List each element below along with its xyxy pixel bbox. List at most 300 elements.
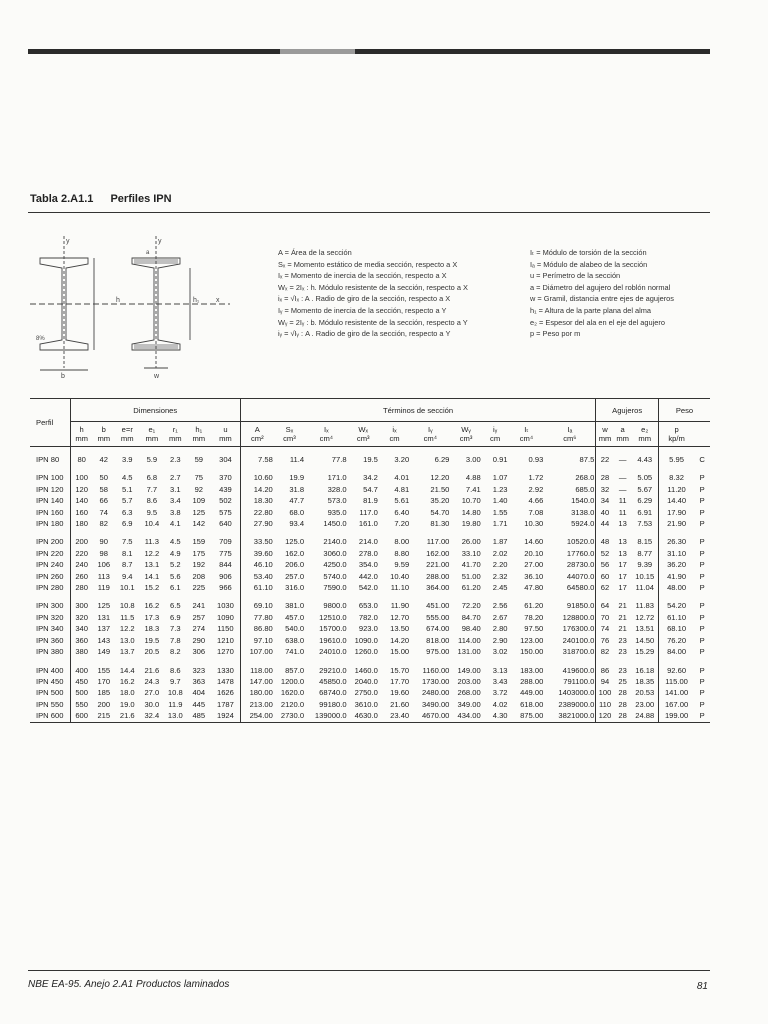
column-symbol: p [658,422,694,435]
value-cell: 78.20 [524,612,544,622]
value-cell: 3.20 [394,455,410,464]
terminos-header: Términos de sección [240,399,596,422]
perfil-cell: IPN 550 [36,699,64,709]
column-symbol: h [70,422,92,435]
column-unit: mm [70,434,92,447]
value-cell: 11.4 [289,455,305,464]
value-cell: 685.0 [575,484,595,494]
value-cell: 117.0 [359,507,378,517]
value-cell: 125 [192,507,206,517]
value-cell: 32.4 [144,711,160,721]
value-cell: 1924 [216,711,234,721]
table-row [30,548,710,559]
value-cell: 17 [618,560,627,570]
column-unit: cm³ [348,434,379,447]
value-cell: 364.00 [426,583,450,593]
value-cell: 10.40 [390,571,410,581]
perfil-cell: IPN 380 [36,647,64,657]
value-cell: 220 [70,548,92,559]
table-row [30,559,710,570]
value-cell: 14.50 [635,635,655,645]
value-cell: 1090.0 [354,635,378,645]
value-cell: 115.00 [658,676,694,687]
slope-label: 8% [36,336,45,342]
value-cell: 80 [70,454,92,465]
value-cell: 149.00 [457,665,481,675]
value-cell: 451.00 [426,601,450,611]
value-cell: 77.8 [331,455,347,464]
value-cell: 167.00 [658,699,694,710]
value-cell: 6.29 [637,496,653,506]
value-cell: 215 [97,711,111,721]
value-cell: P [699,496,705,506]
value-cell: 21.90 [658,518,694,529]
column-symbol: u [223,425,228,434]
value-cell: 12.20 [430,473,450,483]
value-cell: 15.70 [390,665,410,675]
value-cell: 268.0 [575,473,595,483]
ipn-section-hatched [132,236,190,368]
value-cell: 3490.00 [421,699,450,709]
value-cell: 7.7 [146,484,158,494]
value-cell: P [699,484,705,494]
value-cell: 86.80 [240,623,274,634]
value-cell: 8.77 [637,548,653,558]
column-symbol: Iₜ [524,425,529,434]
value-cell: 5.05 [637,473,653,483]
value-cell: 349.00 [457,699,481,709]
value-cell: 5924.0 [571,519,595,529]
column-symbol: e₂ [641,425,649,434]
value-cell: 575 [219,507,232,517]
value-cell: 485 [192,711,206,721]
value-cell: 11.90 [390,601,410,611]
value-cell: 23 [618,647,627,657]
value-cell: P [699,537,705,547]
value-cell: 1160.00 [422,665,450,675]
value-cell: 9.7 [170,676,181,686]
value-cell: 113 [97,571,110,581]
value-cell: 82 [596,646,614,657]
value-cell: 98.40 [461,624,481,634]
column-symbol: Iₓ [324,425,329,434]
value-cell: 21.60 [390,699,410,709]
value-cell: 24010.0 [319,647,347,657]
value-cell: 10.1 [119,583,135,593]
value-cell: 54.70 [430,507,450,517]
perfil-cell: IPN 100 [36,473,64,483]
value-cell: 24.88 [635,711,655,721]
value-cell: 35.20 [430,496,450,506]
value-cell: P [699,519,705,529]
value-cell: 214.0 [358,537,378,547]
value-cell: 60 [596,571,614,582]
value-cell: 340 [70,623,92,634]
perfil-cell: IPN 400 [36,665,64,675]
value-cell: 550 [70,699,92,710]
table-row [30,582,710,593]
value-cell: 110 [596,699,614,710]
value-cell: 11 [618,496,627,506]
value-cell: 304 [219,455,232,464]
column-unit: kp/m [658,434,694,447]
value-cell: 15700.0 [319,624,347,634]
perfil-cell: IPN 360 [36,635,64,645]
axis-y2-label: y [158,238,162,245]
value-cell: 640 [219,519,232,529]
value-cell: 125 [97,601,111,611]
value-cell: 61.20 [524,601,544,611]
value-cell: 8.2 [170,647,181,657]
value-cell: 1.72 [528,473,544,483]
perfil-cell: IPN 260 [36,571,64,581]
value-cell: 14.40 [658,495,694,506]
perfil-cell: IPN 300 [36,601,64,611]
column-symbol: h₁ [195,425,203,434]
axis-y-label: y [66,238,70,245]
value-cell: 445 [192,699,206,709]
value-cell: 28 [618,688,627,698]
value-cell: 1.23 [492,484,508,494]
column-unit: cm³ [274,434,305,447]
value-cell: 139000.0 [314,711,347,721]
value-cell: 91850.0 [566,601,595,611]
value-cell: 10.8 [167,688,183,698]
value-cell: 21.6 [119,711,135,721]
perfil-cell: IPN 180 [36,519,64,529]
column-symbol: e=r [121,425,133,434]
value-cell: 573.0 [327,496,347,506]
value-cell: 1330 [216,665,234,675]
value-cell: 24.3 [144,676,160,686]
perfil-cell: IPN 200 [36,537,64,547]
value-cell: 46.10 [240,559,274,570]
value-cell: 5.2 [170,560,181,570]
value-cell: 0.91 [492,455,508,464]
value-cell: 16.2 [144,601,160,611]
value-cell: 4.30 [492,711,508,721]
value-cell: 4.02 [492,699,508,709]
value-cell: 18.35 [635,676,655,686]
value-cell: 22 [596,454,614,465]
value-cell: 320 [70,612,92,623]
value-cell: 131 [97,612,111,622]
column-unit [694,434,710,447]
table-row [30,623,710,634]
value-cell: 13 [618,548,627,558]
value-cell: 257.0 [285,571,305,581]
value-cell: 33.10 [461,548,481,558]
value-cell: 17.90 [658,507,694,518]
value-cell: 5.67 [637,484,653,494]
value-cell: 4.01 [394,473,410,483]
value-cell: 6.8 [146,473,158,483]
value-cell: 68.10 [658,623,694,634]
value-cell: 14.60 [524,537,544,547]
value-cell: 100 [70,472,92,483]
table-row [30,472,710,483]
value-cell: 2.20 [492,560,508,570]
value-cell: 11 [618,507,627,517]
value-cell: 160 [70,507,92,518]
value-cell: 11.10 [390,583,410,593]
value-cell: P [699,676,705,686]
unit-header-row [30,434,710,447]
value-cell: 140 [70,495,92,506]
table-row [30,495,710,506]
value-cell: 404 [192,688,206,698]
value-cell: 2480.00 [421,688,450,698]
value-cell: 76.20 [658,635,694,646]
value-cell: 906 [219,571,232,581]
group-header-row [30,399,710,422]
value-cell: 21 [618,601,627,611]
value-cell: 13 [618,519,627,529]
value-cell: 21 [618,624,627,634]
value-cell: 74 [99,507,108,517]
value-cell: 54.7 [363,484,378,494]
value-cell: P [699,571,705,581]
value-cell: 23 [618,635,627,645]
column-unit: mm [596,434,614,447]
value-cell: 0.93 [528,455,544,464]
value-cell: 141.00 [658,687,694,698]
value-cell: 200 [97,699,111,709]
value-cell: 3.4 [170,496,181,506]
column-symbol: Wᵧ [461,425,471,434]
perfil-cell: IPN 320 [36,612,64,622]
value-cell: 2120.0 [280,699,305,709]
value-cell: 306 [192,647,206,657]
perfil-cell: IPN 220 [36,548,64,558]
value-cell: 4.1 [170,519,181,529]
value-cell: 28730.0 [566,560,595,570]
page-number: 81 [696,981,708,992]
value-cell: 3.9 [121,455,133,464]
value-cell: 260 [70,571,92,582]
value-cell: 450 [70,676,92,687]
value-cell: 20.53 [635,688,655,698]
value-cell: 143 [97,635,111,645]
value-cell: 5740.0 [323,571,347,581]
value-cell: 2.32 [492,571,508,581]
column-symbol: b [101,425,106,434]
value-cell: 19.80 [461,519,481,529]
value-cell: 123.00 [520,635,544,645]
legend-item: Wₓ = 2Iₓ : h. Módulo resistente de la sección, respecto a X [278,282,468,292]
value-cell: 3.13 [492,665,508,675]
value-cell: P [699,665,705,675]
value-cell: 77.80 [240,612,274,623]
value-cell: 68.0 [289,507,305,517]
value-cell: 31.10 [658,548,694,559]
value-cell: 50 [99,473,108,483]
title-rule [28,212,710,213]
value-cell: 4250.0 [323,560,347,570]
value-cell: 555.00 [426,612,450,622]
value-cell: 42 [99,455,108,464]
value-cell: P [699,624,705,634]
value-cell: 170 [97,676,111,686]
value-cell: P [699,711,705,721]
value-cell: 4.43 [637,455,653,464]
column-unit: mm [211,434,240,447]
value-cell: 1787 [216,699,234,709]
value-cell: 54.20 [658,600,694,611]
value-cell: 10.4 [144,519,160,529]
value-cell: 21.50 [430,484,450,494]
value-cell: 75 [194,473,204,483]
value-cell: 241 [192,601,206,611]
value-cell: 9.39 [637,560,653,570]
value-cell: 4.5 [121,473,133,483]
value-cell: 180 [70,518,92,529]
value-cell: 87.5 [579,455,595,464]
value-cell: 18.30 [240,495,274,506]
value-cell: 7.3 [170,624,181,634]
value-cell: 1.07 [492,473,508,483]
group-spacer [30,593,710,600]
value-cell: 540.0 [285,624,305,634]
value-cell: 6.9 [170,612,181,622]
value-cell: 318700.0 [562,647,595,657]
value-cell: 155 [97,665,111,675]
group-spacer [30,658,710,665]
top-rule-gap [280,49,355,54]
column-symbol: w [596,422,614,435]
value-cell: 2730.0 [280,711,305,721]
legend-item: w = Gramil, distancia entre ejes de agujeros [530,294,674,304]
value-cell: 119 [97,583,110,593]
value-cell: 84.70 [461,612,481,622]
value-cell: 82 [99,519,108,529]
value-cell: 15.29 [635,647,655,657]
legend-item: a = Diámetro del agujero del roblón normal [530,282,671,292]
column-symbol [694,422,710,435]
table-title [30,193,172,205]
value-cell: 19.9 [289,473,305,483]
top-rule [28,49,710,54]
value-cell: 12.70 [390,612,410,622]
value-cell: 9800.0 [323,601,347,611]
value-cell: 19610.0 [319,635,347,645]
value-cell: 1.55 [492,507,508,517]
value-cell: 4.9 [170,548,181,558]
value-cell: 159 [192,537,206,547]
table-row [30,454,710,465]
value-cell: 48 [596,536,614,547]
value-cell: 3.00 [465,455,481,464]
legend-item: u = Perímetro de la sección [530,271,621,281]
column-unit: cm [379,434,410,447]
value-cell: 288.00 [520,676,544,686]
value-cell: 6.40 [394,507,410,517]
value-cell: 74 [596,623,614,634]
value-cell: 34.2 [363,473,378,483]
value-cell: 935.0 [327,507,347,517]
table-row [30,699,710,710]
value-cell: 323 [192,665,206,675]
value-cell: 1540.0 [571,496,595,506]
column-unit: mm [164,434,186,447]
value-cell: 106 [97,560,111,570]
column-symbol: Iₐ [567,425,573,434]
value-cell: 3.43 [492,676,508,686]
value-cell: 13.0 [119,635,135,645]
value-cell: 150.00 [520,647,544,657]
value-cell: 14.80 [461,507,481,517]
value-cell: 8.80 [394,548,410,558]
value-cell: 206.0 [285,560,305,570]
value-cell: 6.5 [170,601,181,611]
value-cell: 13 [618,537,627,547]
value-cell: 11.04 [635,583,654,593]
column-symbol: Sₓ [285,425,294,434]
value-cell: 10520.0 [566,537,595,547]
value-cell: 5.7 [121,496,133,506]
ipn-table [30,398,710,723]
column-symbol: r₁ [172,425,178,434]
value-cell: 48.00 [658,582,694,593]
h1-label: h₁ [193,297,200,304]
value-cell: 51.00 [461,571,481,581]
group-spacer [30,447,710,455]
value-cell: 1478 [216,676,234,686]
perfil-cell: IPN 160 [36,507,64,517]
perfil-cell: IPN 120 [36,484,64,494]
value-cell: 923.0 [358,624,378,634]
value-cell: P [699,583,705,593]
value-cell: 15.00 [390,647,410,657]
value-cell: 3.72 [492,688,508,698]
value-cell: 370 [219,473,232,483]
value-cell: 1210 [216,635,234,645]
value-cell: 27.00 [524,560,544,570]
value-cell: 171.0 [327,473,347,483]
value-cell: 500 [70,687,92,698]
value-cell: 8.32 [658,472,694,483]
value-cell: 400 [70,665,92,676]
value-cell: 1.87 [492,537,508,547]
table-row [30,676,710,687]
value-cell: 1626 [216,688,234,698]
column-unit: cm⁶ [544,434,596,447]
column-unit: mm [140,434,165,447]
value-cell: 1450.0 [323,519,347,529]
value-cell: 13.1 [144,560,160,570]
value-cell: 180.00 [240,687,274,698]
value-cell: 1200.0 [280,676,305,686]
b-label: b [61,373,65,378]
value-cell: 62 [596,582,614,593]
value-cell: 36.10 [524,571,544,581]
table-row [30,536,710,547]
value-cell: 5.1 [121,484,133,494]
symbol-header-row [30,422,710,435]
value-cell: 240 [70,559,92,570]
value-cell: 118.00 [240,665,274,676]
value-cell: 12.2 [144,548,160,558]
value-cell: 17760.0 [566,548,595,558]
value-cell: 26.00 [461,537,481,547]
table-row [30,571,710,582]
value-cell: 2.02 [492,548,508,558]
value-cell: 10.60 [240,472,274,483]
value-cell: 8.00 [394,537,410,547]
value-cell: 200 [70,536,92,547]
value-cell: 84.00 [658,646,694,657]
w-label: w [154,373,160,378]
